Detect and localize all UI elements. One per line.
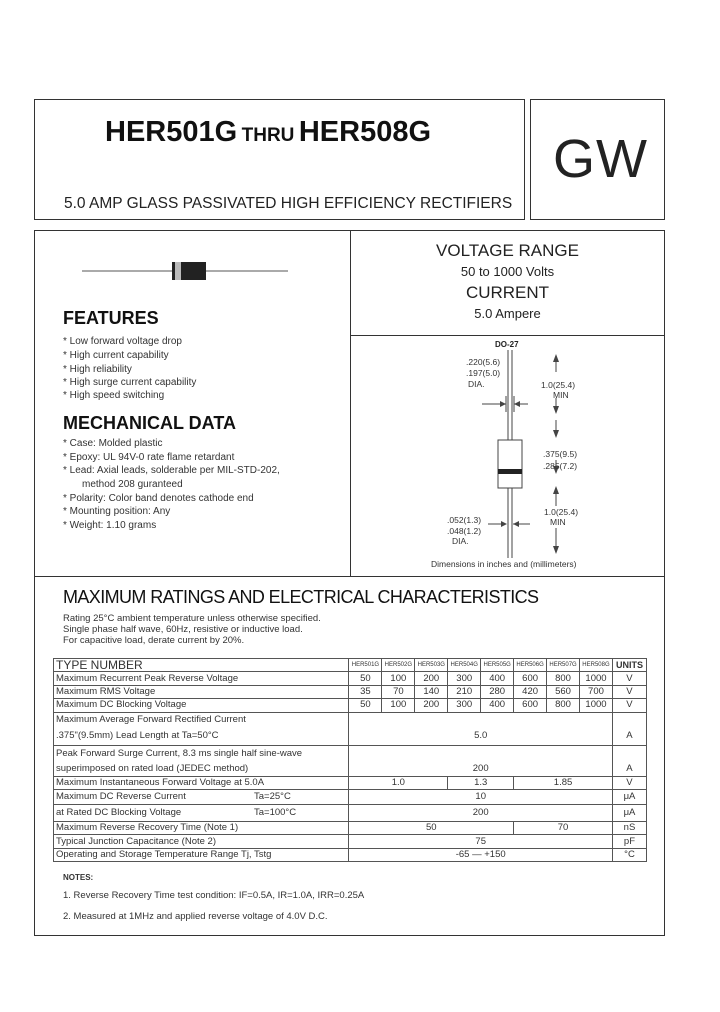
- feature-item: * High speed switching: [63, 390, 165, 401]
- unit-cell: V: [612, 672, 646, 685]
- dim-lead-top-min: MIN: [553, 390, 569, 400]
- table-cell: 50: [349, 821, 514, 834]
- row-label: Maximum RMS Voltage: [54, 685, 349, 698]
- model-header: HER506G: [514, 659, 547, 672]
- table-row: [54, 789, 647, 804]
- model-header: HER503G: [415, 659, 448, 672]
- type-number-header: TYPE NUMBER: [54, 659, 349, 672]
- table-header-row: [54, 659, 647, 672]
- row-label: Operating and Storage Temperature Range Tj, Tstg: [54, 848, 349, 861]
- dimension-caption: Dimensions in inches and (millimeters): [431, 559, 577, 569]
- table-cell: 50: [349, 672, 382, 685]
- mechanical-item: method 208 guranteed: [82, 479, 183, 490]
- table-row: [54, 672, 647, 685]
- row-label: Maximum Average Forward Rectified Current: [54, 712, 349, 727]
- table-cell: 10: [349, 789, 613, 804]
- ratings-note: Rating 25°C ambient temperature unless otherwise specified.: [63, 613, 321, 624]
- row-label: Peak Forward Surge Current, 8.3 ms single half sine-wave: [54, 745, 349, 762]
- units-header: UNITS: [612, 659, 646, 672]
- feature-item: * Low forward voltage drop: [63, 336, 182, 347]
- diode-illustration: [80, 258, 290, 284]
- table-cell: 75: [349, 835, 613, 848]
- table-cell: 600: [514, 699, 547, 712]
- mechanical-item: * Weight: 1.10 grams: [63, 520, 157, 531]
- table-cell: 50: [349, 699, 382, 712]
- table-cell: 400: [481, 699, 514, 712]
- row-label: [54, 789, 349, 804]
- model-header: HER505G: [481, 659, 514, 672]
- dim-lead-bottom-min: MIN: [550, 517, 566, 527]
- dim-lead-bottom: 1.0(25.4): [544, 507, 579, 517]
- row-label-text: Maximum DC Reverse Current: [56, 790, 186, 802]
- table-row: [54, 762, 647, 777]
- dim-wire-max: .052(1.3): [447, 515, 482, 525]
- table-cell: 280: [481, 685, 514, 698]
- package-name: DO-27: [495, 340, 519, 349]
- table-cell: 35: [349, 685, 382, 698]
- table-cell: 140: [415, 685, 448, 698]
- thru-label: THRU: [241, 125, 295, 146]
- dim-diameter-min: .197(5.0): [466, 368, 501, 378]
- model-header: HER507G: [547, 659, 580, 672]
- note-item: 1. Reverse Recovery Time test condition: IF=0.5A, IR=1.0A, IRR=0.25A: [63, 890, 365, 901]
- row-label: Maximum Recurrent Peak Reverse Voltage: [54, 672, 349, 685]
- row-label: [54, 804, 349, 821]
- voltage-range-heading: VOLTAGE RANGE: [436, 241, 579, 260]
- unit-cell: μA: [612, 789, 646, 804]
- model-header: HER504G: [448, 659, 481, 672]
- dim-body-min: .285(7.2): [543, 461, 578, 471]
- dim-wire-min: .048(1.2): [447, 526, 482, 536]
- feature-item: * High current capability: [63, 350, 169, 361]
- dim-diameter-max: .220(5.6): [466, 357, 501, 367]
- brand-logo-panel: [530, 99, 665, 220]
- table-cell: 1.0: [349, 776, 448, 789]
- table-cell: [349, 745, 613, 762]
- voltage-range-value: 50 to 1000 Volts: [460, 264, 555, 279]
- unit-cell: [612, 712, 646, 727]
- mechanical-heading: MECHANICAL DATA: [63, 413, 236, 433]
- dim-diameter-label: DIA.: [468, 379, 485, 389]
- table-cell: -65 — +150: [349, 848, 613, 861]
- table-cell: 560: [547, 685, 580, 698]
- table-row: [54, 712, 647, 727]
- page-subtitle: 5.0 AMP GLASS PASSIVATED HIGH EFFICIENCY RECTIFIERS: [64, 195, 513, 212]
- table-cell: 1.3: [448, 776, 514, 789]
- model-header: HER508G: [580, 659, 613, 672]
- row-label-text: at Rated DC Blocking Voltage: [56, 806, 182, 818]
- package-outline-drawing: [350, 336, 665, 576]
- unit-cell: V: [612, 685, 646, 698]
- row-label: Maximum Reverse Recovery Time (Note 1): [54, 821, 349, 834]
- row-label: .375"(9.5mm) Lead Length at Ta=50°C: [54, 727, 349, 746]
- row-label: Typical Junction Capacitance (Note 2): [54, 835, 349, 848]
- table-row: [54, 821, 647, 834]
- dim-body-max: .375(9.5): [543, 449, 578, 459]
- row-label: Maximum Instantaneous Forward Voltage at 5.0A: [54, 776, 349, 789]
- table-cell: 210: [448, 685, 481, 698]
- part-number-first: HER501G: [105, 116, 238, 148]
- table-row: [54, 804, 647, 821]
- table-cell: 200: [415, 672, 448, 685]
- table-cell: 300: [448, 699, 481, 712]
- notes-heading: NOTES:: [63, 873, 94, 882]
- unit-cell: pF: [612, 835, 646, 848]
- unit-cell: A: [612, 762, 646, 777]
- unit-cell: nS: [612, 821, 646, 834]
- part-number-last: HER508G: [298, 116, 432, 148]
- table-cell: 200: [349, 804, 613, 821]
- table-cell: 100: [382, 672, 415, 685]
- brand-logo: GW: [553, 129, 648, 189]
- dim-wire-label: DIA.: [452, 536, 469, 546]
- row-label: Maximum DC Blocking Voltage: [54, 699, 349, 712]
- row-condition: Ta=25°C: [254, 790, 291, 802]
- model-header: HER502G: [382, 659, 415, 672]
- unit-cell: μA: [612, 804, 646, 821]
- table-cell: [349, 712, 613, 727]
- table-cell: 5.0: [349, 727, 613, 746]
- unit-cell: [612, 745, 646, 762]
- section-divider: [34, 576, 665, 577]
- ratings-note: Single phase half wave, 60Hz, resistive or inductive load.: [63, 624, 303, 635]
- table-cell: 1.85: [514, 776, 613, 789]
- table-cell: 800: [547, 699, 580, 712]
- table-row: [54, 699, 647, 712]
- current-heading: CURRENT: [465, 283, 550, 302]
- row-label: superimposed on rated load (JEDEC method): [54, 762, 349, 777]
- mechanical-item: * Polarity: Color band denotes cathode end: [63, 493, 254, 504]
- current-value: 5.0 Ampere: [474, 306, 541, 321]
- feature-item: * High surge current capability: [63, 377, 197, 388]
- features-heading: FEATURES: [63, 308, 159, 328]
- table-cell: 200: [349, 762, 613, 777]
- table-cell: 1000: [580, 699, 613, 712]
- note-item: 2. Measured at 1MHz and applied reverse voltage of 4.0V D.C.: [63, 911, 328, 922]
- table-cell: 100: [382, 699, 415, 712]
- mechanical-item: * Epoxy: UL 94V-0 rate flame retardant: [63, 452, 235, 463]
- table-cell: 1000: [580, 672, 613, 685]
- row-condition: Ta=100°C: [254, 806, 297, 818]
- feature-item: * High reliability: [63, 364, 132, 375]
- table-row: [54, 685, 647, 698]
- table-row: [54, 727, 647, 746]
- unit-cell: °C: [612, 848, 646, 861]
- mechanical-item: * Case: Molded plastic: [63, 438, 163, 449]
- mechanical-item: * Mounting position: Any: [63, 506, 171, 517]
- ratings-heading: MAXIMUM RATINGS AND ELECTRICAL CHARACTERISTICS: [63, 587, 539, 607]
- table-cell: 600: [514, 672, 547, 685]
- unit-cell: V: [612, 776, 646, 789]
- table-row: [54, 776, 647, 789]
- table-row: [54, 848, 647, 861]
- table-cell: 70: [382, 685, 415, 698]
- table-cell: 300: [448, 672, 481, 685]
- table-cell: 800: [547, 672, 580, 685]
- unit-cell: A: [612, 727, 646, 746]
- table-cell: 420: [514, 685, 547, 698]
- ratings-note: For capacitive load, derate current by 20%.: [63, 635, 245, 646]
- title-panel: [34, 99, 525, 220]
- table-cell: 200: [415, 699, 448, 712]
- table-row: [54, 835, 647, 848]
- mechanical-item: * Lead: Axial leads, solderable per MIL-STD-202,: [63, 465, 280, 476]
- model-header: HER501G: [349, 659, 382, 672]
- dim-lead-top: 1.0(25.4): [541, 380, 576, 390]
- ratings-table: [53, 658, 647, 862]
- table-cell: 700: [580, 685, 613, 698]
- unit-cell: V: [612, 699, 646, 712]
- table-row: [54, 745, 647, 762]
- table-cell: 400: [481, 672, 514, 685]
- page-title: [105, 116, 431, 149]
- table-cell: 70: [514, 821, 613, 834]
